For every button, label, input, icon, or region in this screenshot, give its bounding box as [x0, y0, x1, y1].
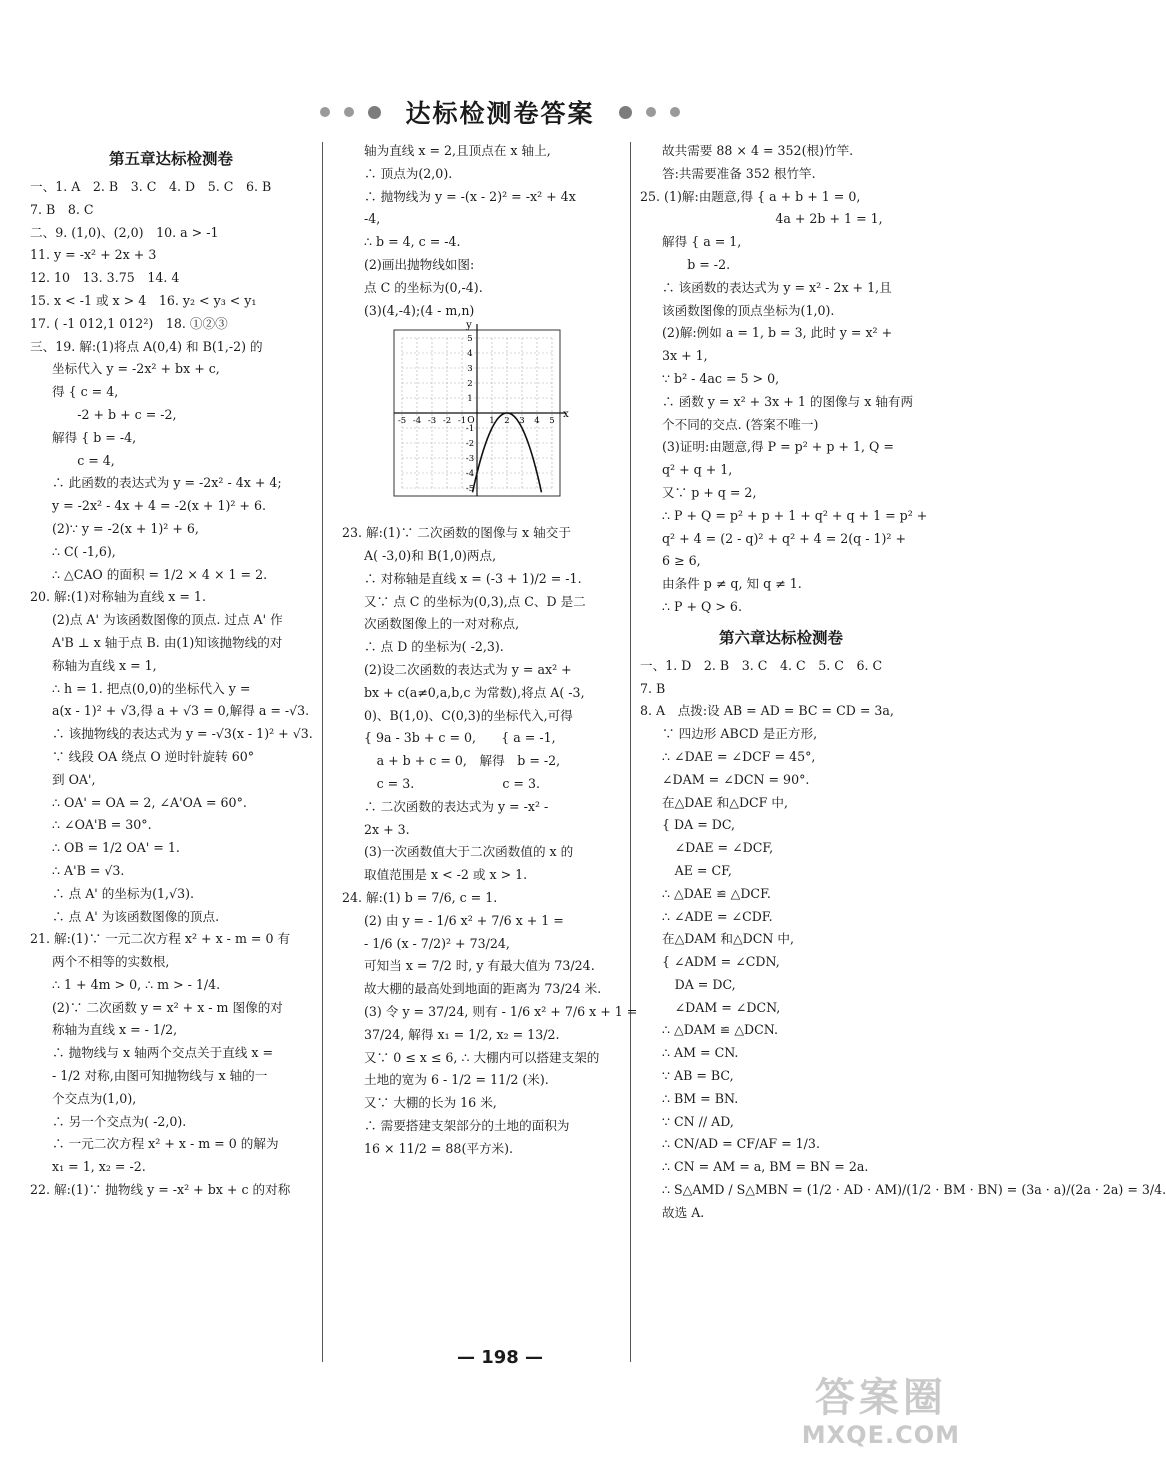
answer-line: 15. x < -1 或 x > 4 16. y₂ < y₃ < y₁	[30, 292, 257, 308]
column-1	[30, 140, 312, 1202]
answer-line: 个不同的交点. (答案不唯一)	[662, 416, 819, 432]
answer-line: ∴ △DAM ≌ △DCN.	[662, 1022, 778, 1038]
x-tick-label: -4	[412, 416, 422, 427]
answer-line: 37/24, 解得 x₁ = 1/2, x₂ = 13/2.	[364, 1026, 560, 1042]
decor-dot-icon	[619, 106, 632, 119]
answer-line: ∵ b² - 4ac = 5 > 0,	[662, 370, 780, 386]
y-tick-label: 5	[467, 334, 473, 345]
answer-line: 故选 A.	[662, 1204, 705, 1220]
answer-line: - 1/6 (x - 7/2)² + 73/24,	[364, 935, 510, 951]
y-tick-label: 2	[467, 379, 473, 390]
answer-line: ∴ CN = AM = a, BM = BN = 2a.	[662, 1159, 869, 1175]
answer-line: 又∵ 点 C 的坐标为(0,3),点 C、D 是二	[364, 593, 586, 609]
answer-line: 由条件 p ≠ q, 知 q ≠ 1.	[662, 576, 802, 592]
answer-line: ∠DAE = ∠DCF,	[662, 840, 774, 856]
answer-line: 该函数图像的顶点坐标为(1,0).	[662, 302, 835, 318]
answer-line: ∴ 点 A' 的坐标为(1,√3).	[52, 885, 195, 901]
answer-line: (2)∵ y = -2(x + 1)² + 6,	[52, 520, 199, 536]
x-tick-label: 1	[489, 416, 495, 427]
y-tick-label: -1	[465, 424, 475, 435]
answer-line: 0)、B(1,0)、C(0,3)的坐标代入,可得	[364, 707, 573, 723]
answer-line: ∴ S△AMD / S△MBN = (1/2 · AD · AM)/(1/2 · BM · BN) = (3a · a)/(2a · 2a) = 3/4.	[662, 1182, 1166, 1198]
answer-line: 到 OA',	[52, 771, 96, 787]
answer-line: 7. B 8. C	[30, 201, 94, 217]
answer-line: ∴ 抛物线与 x 轴两个交点关于直线 x =	[52, 1045, 274, 1061]
answer-line: (2)设二次函数的表达式为 y = ax² +	[364, 661, 572, 677]
answer-lines	[640, 140, 928, 619]
answer-lines	[30, 176, 312, 1202]
answer-line: ∴ ∠DAE = ∠DCF = 45°,	[662, 748, 816, 764]
x-tick-label: -3	[427, 416, 437, 427]
answer-line: ∴ 该函数的表达式为 y = x² - 2x + 1,且	[662, 279, 892, 295]
answer-line: ∵ 线段 OA 绕点 O 逆时针旋转 60°	[52, 748, 255, 764]
answer-line: 12. 10 13. 3.75 14. 4	[30, 270, 180, 286]
answer-line: x₁ = 1, x₂ = -2.	[52, 1159, 146, 1175]
graph-labels	[398, 320, 569, 494]
answer-line: ∵ CN // AD,	[662, 1113, 734, 1129]
answer-line: ∴ 顶点为(2,0).	[364, 165, 453, 181]
y-tick-label: -4	[465, 469, 475, 480]
answer-line: { 9a - 3b + c = 0, { a = -1,	[364, 730, 556, 746]
answer-line: ∵ 四边形 ABCD 是正方形,	[662, 726, 818, 742]
answer-line: ∴ 点 D 的坐标为( -2,3).	[364, 639, 504, 655]
answer-line: 解得 { a = 1,	[662, 234, 742, 250]
answer-line: q² + 4 = (2 - q)² + q² + 4 = 2(q - 1)² +	[662, 530, 907, 546]
answer-line: 二、9. (1,0)、(2,0) 10. a > -1	[30, 224, 219, 240]
y-tick-label: 1	[467, 394, 473, 405]
answer-line: 16 × 11/2 = 88(平方米).	[364, 1140, 514, 1156]
answer-line: q² + q + 1,	[662, 462, 733, 478]
y-tick-label: 3	[467, 364, 473, 375]
answer-line: a + b + c = 0, 解得 b = -2,	[364, 753, 561, 769]
answer-line: - 1/2 对称,由图可知抛物线与 x 轴的一	[52, 1068, 268, 1084]
answer-line: 又∵ p + q = 2,	[662, 484, 757, 500]
watermark	[802, 1375, 960, 1449]
page-title: 达标检测卷答案	[405, 99, 595, 128]
answer-line: ∴ △CAO 的面积 = 1/2 × 4 × 1 = 2.	[52, 566, 268, 582]
answer-line: 土地的宽为 6 - 1/2 = 11/2 (米).	[364, 1072, 549, 1088]
x-tick-label: 5	[549, 416, 555, 427]
answer-line: ∴ ∠OA'B = 30°.	[52, 817, 152, 833]
answer-line: (2)点 A' 为该函数图像的顶点. 过点 A' 作	[52, 612, 283, 628]
answer-line: 8. A 点拨:设 AB = AD = BC = CD = 3a,	[640, 703, 894, 719]
answer-line: 6 ≥ 6,	[662, 553, 701, 569]
x-tick-label: -5	[397, 416, 407, 427]
answer-line: 点 C 的坐标为(0,-4).	[364, 279, 483, 295]
answer-line: ∴ △DAE ≌ △DCF.	[662, 885, 771, 901]
answer-line: 三、19. 解:(1)将点 A(0,4) 和 B(1,-2) 的	[30, 338, 263, 354]
answer-line: ∴ 一元二次方程 x² + x - m = 0 的解为	[52, 1136, 279, 1152]
answer-line: 次函数图像上的一对对称点,	[364, 616, 520, 632]
decor-dot-icon	[344, 107, 354, 117]
answer-line: (2)解:例如 a = 1, b = 3, 此时 y = x² +	[662, 325, 893, 341]
answer-line: 故大棚的最高处到地面的距离为 73/24 米.	[364, 981, 602, 997]
x-tick-label: 2	[504, 416, 510, 427]
answer-line: ∴ P + Q > 6.	[662, 598, 742, 614]
answer-line: 解得 { b = -4,	[52, 429, 137, 445]
answer-lines	[342, 140, 624, 322]
answer-line: 故共需要 88 × 4 = 352(根)竹竿.	[662, 143, 854, 158]
answer-line: ∠DAM = ∠DCN = 90°.	[662, 771, 810, 787]
answer-line: ∴ 另一个交点为( -2,0).	[52, 1113, 187, 1129]
answer-lines	[640, 655, 1166, 1225]
answer-line: -4,	[364, 211, 381, 227]
column-divider	[630, 142, 631, 1362]
answer-line: 7. B	[640, 680, 666, 696]
answer-line: y = -2x² - 4x + 4 = -2(x + 1)² + 6.	[52, 498, 266, 514]
answer-line: ∴ 函数 y = x² + 3x + 1 的图像与 x 轴有两	[662, 393, 914, 409]
answer-line: a(x - 1)² + √3,得 a + √3 = 0,解得 a = -√3.	[52, 703, 310, 719]
answer-line: b = -2.	[662, 256, 731, 272]
answer-line: ∴ 二次函数的表达式为 y = -x² -	[364, 798, 549, 814]
x-axis-label: x	[563, 409, 569, 421]
answer-line: (2)∵ 二次函数 y = x² + x - m 图像的对	[52, 999, 283, 1015]
answer-line: ∴ P + Q = p² + p + 1 + q² + q + 1 = p² +	[662, 507, 928, 523]
watermark-text: 答案圈	[814, 1375, 947, 1421]
page-header	[0, 94, 1000, 130]
answer-line: 称轴为直线 x = 1,	[52, 657, 157, 673]
answer-line: 轴为直线 x = 2,且顶点在 x 轴上,	[364, 143, 551, 158]
answer-line: A'B ⊥ x 轴于点 B. 由(1)知该抛物线的对	[52, 634, 283, 650]
answer-line: 称轴为直线 x = - 1/2,	[52, 1022, 178, 1038]
answer-line: 取值范围是 x < -2 或 x > 1.	[364, 867, 528, 883]
answer-line: ∴ AM = CN.	[662, 1045, 739, 1061]
answer-line: 21. 解:(1)∵ 一元二次方程 x² + x - m = 0 有	[30, 931, 291, 947]
y-axis-label: y	[466, 320, 472, 332]
answer-line: ∴ h = 1. 把点(0,0)的坐标代入 y =	[52, 680, 251, 696]
x-tick-label: 3	[519, 416, 525, 427]
answer-line: 23. 解:(1)∵ 二次函数的图像与 x 轴交于	[342, 525, 571, 541]
answer-line: 可知当 x = 7/2 时, y 有最大值为 73/24.	[364, 958, 595, 974]
answer-line: -2 + b + c = -2,	[52, 406, 177, 422]
answer-line: ∵ AB = BC,	[662, 1068, 734, 1084]
answer-line: ∴ OA' = OA = 2, ∠A'OA = 60°.	[52, 794, 247, 810]
x-tick-label: -2	[442, 416, 452, 427]
answer-line: (3)证明:由题意,得 P = p² + p + 1, Q =	[662, 439, 894, 455]
answer-line: ∴ CN/AD = CF/AF = 1/3.	[662, 1136, 820, 1152]
answer-line: 又∵ 0 ≤ x ≤ 6, ∴ 大棚内可以搭建支架的	[364, 1049, 600, 1065]
answer-line: 22. 解:(1)∵ 抛物线 y = -x² + bx + c 的对称	[30, 1182, 291, 1198]
decor-dot-icon	[320, 107, 330, 117]
answer-line: 20. 解:(1)对称轴为直线 x = 1.	[30, 589, 206, 605]
answer-line: 在△DAM 和△DCN 中,	[662, 931, 795, 947]
parabola-graph	[382, 320, 572, 508]
answer-line: 一、1. D 2. B 3. C 4. C 5. C 6. C	[640, 657, 883, 673]
graph-axes	[394, 324, 566, 496]
decor-dot-icon	[670, 107, 680, 117]
answer-line: 25. (1)解:由题意,得 { a + b + 1 = 0,	[640, 188, 861, 204]
y-tick-label: 4	[467, 349, 473, 360]
answer-line: 4a + 2b + 1 = 1,	[662, 211, 883, 227]
answer-line: ∴ 此函数的表达式为 y = -2x² - 4x + 4;	[52, 475, 282, 491]
answer-line: ∴ 抛物线为 y = -(x - 2)² = -x² + 4x	[364, 188, 576, 204]
answer-line: 坐标代入 y = -2x² + bx + c,	[52, 361, 220, 377]
answer-line: (2) 由 y = - 1/6 x² + 7/6 x + 1 =	[364, 912, 564, 928]
answer-line: ∴ 该抛物线的表达式为 y = -√3(x - 1)² + √3.	[52, 726, 313, 742]
answer-line: DA = DC,	[662, 976, 736, 992]
watermark-url: MXQE.COM	[801, 1421, 960, 1449]
answer-line: ∴ A'B = √3.	[52, 862, 125, 878]
answer-line: AE = CF,	[662, 862, 732, 878]
answer-line: ∴ BM = BN.	[662, 1090, 739, 1106]
answer-line: ∴ 对称轴是直线 x = (-3 + 1)/2 = -1.	[364, 570, 582, 586]
answer-line: { DA = DC,	[662, 817, 736, 833]
answer-line: 个交点为(1,0),	[52, 1090, 137, 1106]
answer-line: 17. ( -1 012,1 012²) 18. ①②③	[30, 315, 228, 331]
section-title: 第五章达标检测卷	[108, 150, 233, 168]
answer-line: c = 4,	[52, 452, 115, 468]
answer-line: c = 3. c = 3.	[364, 775, 541, 791]
answer-line: A( -3,0)和 B(1,0)两点,	[364, 547, 497, 563]
answer-line: (3) 令 y = 37/24, 则有 - 1/6 x² + 7/6 x + 1 =	[364, 1003, 638, 1019]
page-number: — 198 —	[456, 1347, 544, 1368]
y-tick-label: -5	[465, 484, 475, 495]
answer-line: (2)画出抛物线如图:	[364, 256, 475, 272]
column-2	[342, 140, 638, 1160]
answer-line: (3)(4,-4);(4 - m,n)	[364, 302, 475, 318]
section-title: 第六章达标检测卷	[718, 628, 843, 647]
answer-line: 又∵ 大棚的长为 16 米,	[364, 1095, 497, 1111]
answer-line: 2x + 3.	[364, 821, 410, 837]
decor-dot-icon	[646, 107, 656, 117]
column-divider	[322, 142, 323, 1362]
answer-line: 在△DAE 和△DCF 中,	[662, 794, 789, 810]
answer-line: ∴ ∠ADE = ∠CDF.	[662, 908, 773, 924]
y-tick-label: -2	[465, 439, 475, 450]
answer-line: 答:共需要准备 352 根竹竿.	[662, 165, 816, 181]
answer-line: ∴ 1 + 4m > 0, ∴ m > - 1/4.	[52, 976, 221, 992]
answer-line: ∠DAM = ∠DCN,	[662, 999, 781, 1015]
column-3	[640, 140, 1166, 1225]
x-tick-label: 4	[534, 416, 540, 427]
answer-lines	[342, 522, 638, 1160]
x-tick-label: -1	[457, 416, 467, 427]
answer-line: 两个不相等的实数根,	[52, 954, 170, 970]
answer-line: 24. 解:(1) b = 7/6, c = 1.	[342, 889, 498, 905]
answer-line: 得 { c = 4,	[52, 384, 119, 400]
decor-dot-icon	[368, 106, 381, 119]
answer-line: 一、1. A 2. B 3. C 4. D 5. C 6. B	[30, 179, 272, 194]
answer-line: 3x + 1,	[662, 348, 708, 364]
origin-label: O	[467, 416, 475, 427]
answer-line: ∴ 需要搭建支架部分的土地的面积为	[364, 1117, 570, 1133]
answer-line: 11. y = -x² + 2x + 3	[30, 247, 157, 263]
answer-line: ∴ C( -1,6),	[52, 543, 116, 559]
y-tick-label: -3	[465, 454, 475, 465]
answer-line: ∴ b = 4, c = -4.	[364, 234, 461, 250]
answer-line: ∴ OB = 1/2 OA' = 1.	[52, 840, 180, 856]
answer-line: { ∠ADM = ∠CDN,	[662, 954, 780, 970]
answer-line: ∴ 点 A' 为该函数图像的顶点.	[52, 908, 220, 924]
answer-line: bx + c(a≠0,a,b,c 为常数),将点 A( -3,	[364, 684, 585, 700]
answer-line: (3)一次函数值大于二次函数值的 x 的	[364, 844, 574, 860]
